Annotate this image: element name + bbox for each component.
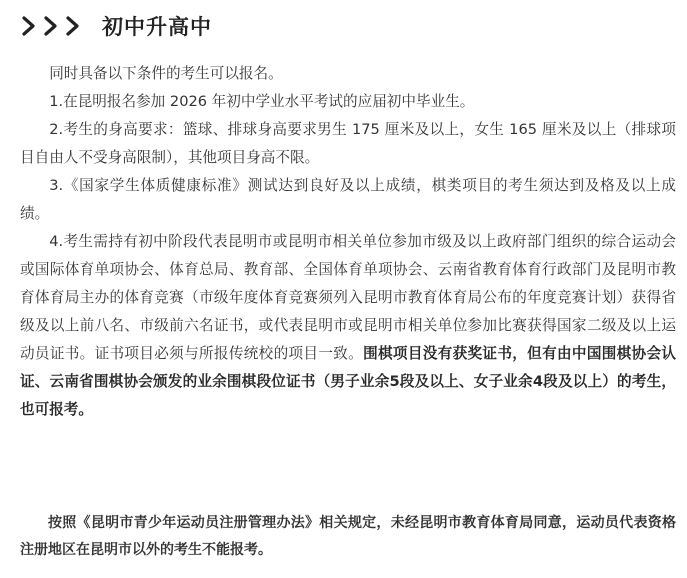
- chevron-right-icon: [42, 15, 60, 37]
- page-title: 初中升高中: [102, 15, 212, 39]
- section-heading: [20, 8, 212, 44]
- chevron-right-icon: [64, 15, 82, 37]
- condition-4-text: 4.考生需持有初中阶段代表昆明市或昆明市相关单位参加市级及以上政府部门组织的综合运动会或国际体育单项协会、体育总局、教育部、全国体育单项协会、云南省教育体育行政部门及昆明市教育体育局主办的体育竞赛（市级年度体育竞赛须列入昆明市教育体育局公布的年度竞赛计划）获得省级及以上前八名、市级前六名证书，或代表昆明市或昆明市相关单位参加比赛获得国家二级及以上运动员证书。证书项目必须与所报传统校的项目一致。: [20, 233, 676, 362]
- condition-4-go-note: 围棋项目没有获奖证书，但有由中国围棋协会认证、云南省围棋协会颁发的业余围棋段位证书（男子业余5段及以上、女子业余4段及以上）的考生，也可报考。: [20, 345, 676, 418]
- condition-2: 2.考生的身高要求：篮球、排球身高要求男生 175 厘米及以上，女生 165 厘米及以上（排球项目自由人不受身高限制），其他项目身高不限。: [20, 121, 676, 166]
- conditions-body: [20, 60, 676, 424]
- intro-paragraph: 同时具备以下条件的考生可以报名。: [49, 65, 283, 82]
- condition-3: 3.《国家学生体质健康标准》测试达到良好及以上成绩，棋类项目的考生须达到及格及以上成绩。: [20, 177, 676, 222]
- footnote-paragraph: 按照《昆明市青少年运动员注册管理办法》相关规定，未经昆明市教育体育局同意，运动员代表资格注册地区在昆明市以外的考生不能报考。: [20, 515, 676, 558]
- chevron-right-icon: [20, 15, 38, 37]
- condition-4: [20, 228, 676, 424]
- chevron-group: [20, 15, 86, 37]
- registration-note: [20, 510, 676, 564]
- condition-1: 1.在昆明报名参加 2026 年初中学业水平考试的应届初中毕业生。: [49, 93, 475, 110]
